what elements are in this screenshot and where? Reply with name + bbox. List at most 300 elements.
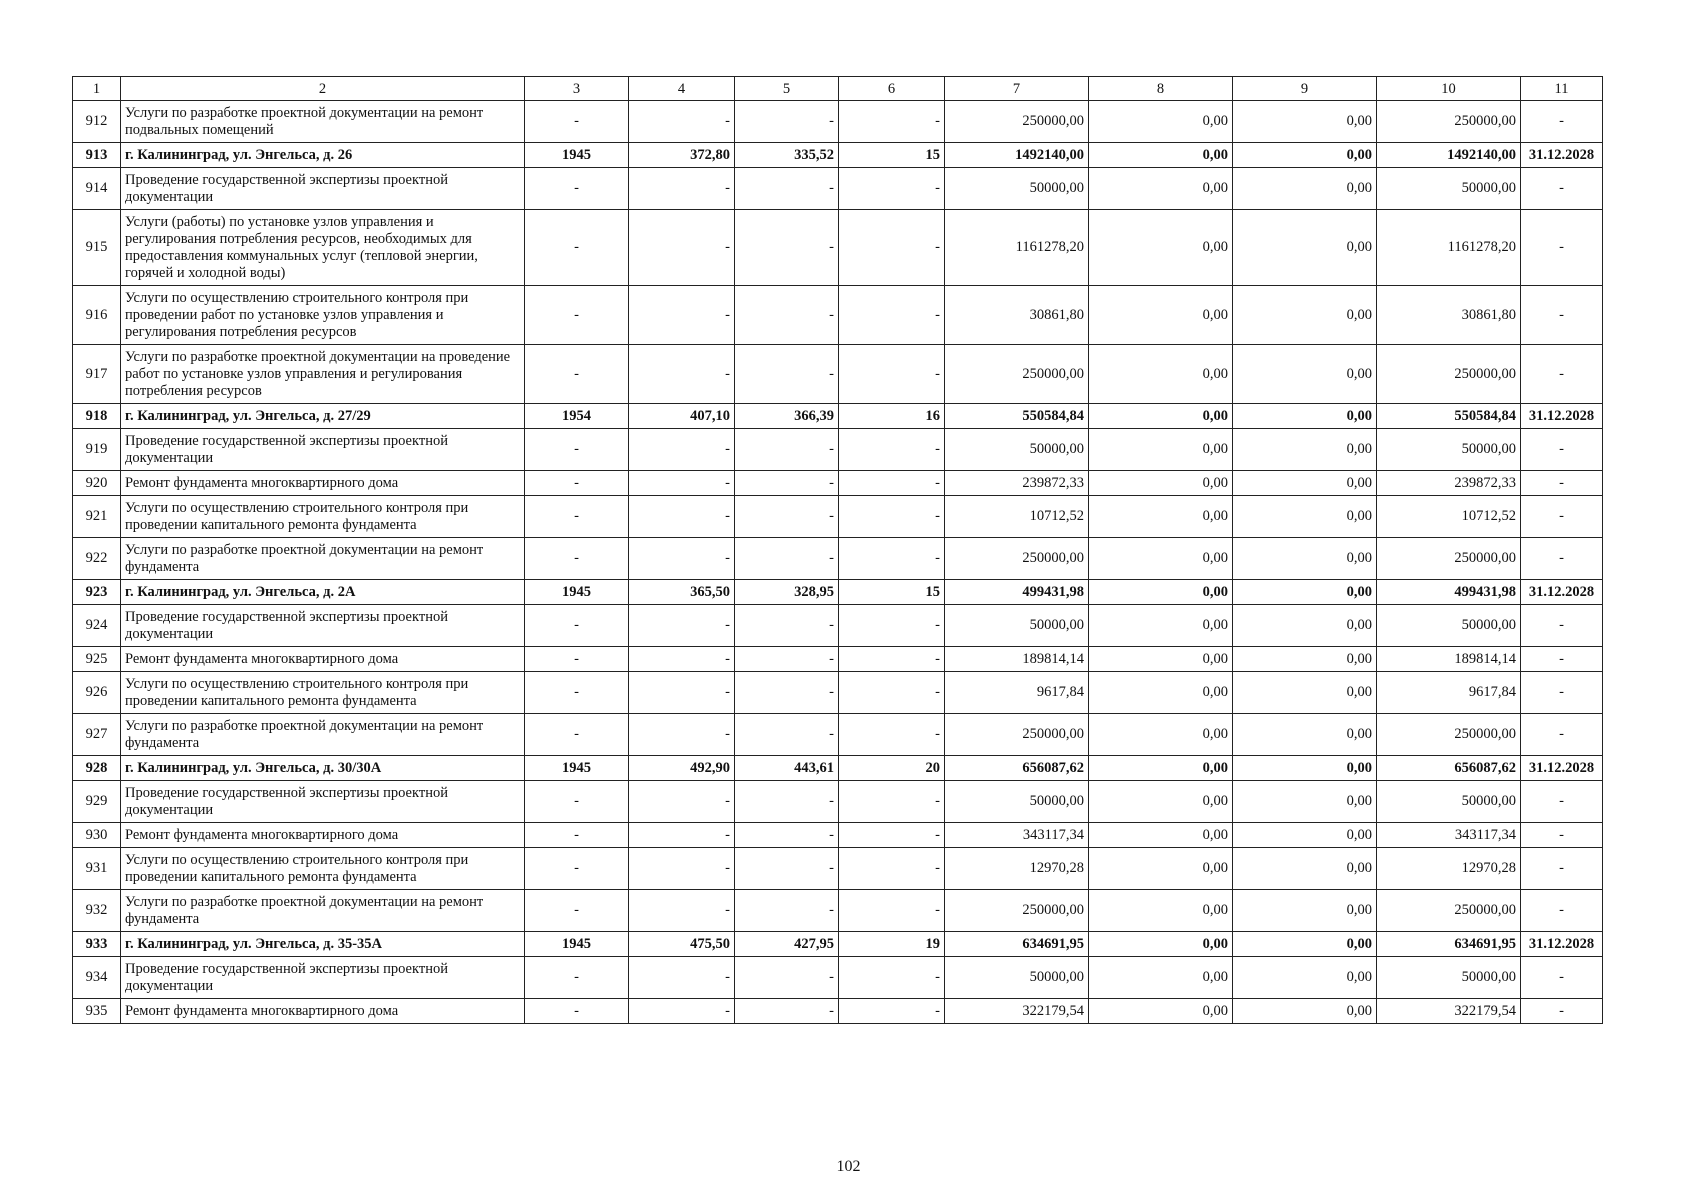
- year-cell: -: [525, 429, 629, 471]
- item-name-cell: г. Калининград, ул. Энгельса, д. 35-35А: [121, 932, 525, 957]
- item-name-cell: Ремонт фундамента многоквартирного дома: [121, 999, 525, 1024]
- total-cost-cell: 322179,54: [945, 999, 1089, 1024]
- owners-cost-cell: 50000,00: [1377, 957, 1521, 999]
- total-area-cell: 475,50: [629, 932, 735, 957]
- year-cell: -: [525, 345, 629, 404]
- item-name-cell: Услуги по осуществлению строительного контроля при проведении капитального ремонта фундамента: [121, 496, 525, 538]
- fund-cost-cell: 0,00: [1089, 890, 1233, 932]
- deadline-cell: -: [1521, 957, 1603, 999]
- total-area-cell: -: [629, 286, 735, 345]
- total-cost-cell: 189814,14: [945, 647, 1089, 672]
- fund-cost-cell: 0,00: [1089, 957, 1233, 999]
- deadline-cell: 31.12.2028: [1521, 932, 1603, 957]
- work-item-row: [73, 957, 1603, 999]
- year-cell: 1945: [525, 756, 629, 781]
- living-area-cell: -: [735, 848, 839, 890]
- owners-cost-cell: 250000,00: [1377, 890, 1521, 932]
- deadline-cell: -: [1521, 605, 1603, 647]
- total-area-cell: -: [629, 471, 735, 496]
- total-area-cell: -: [629, 647, 735, 672]
- year-cell: -: [525, 890, 629, 932]
- budget-cost-cell: 0,00: [1233, 210, 1377, 286]
- column-number-cell: 2: [121, 77, 525, 101]
- item-name-cell: Услуги (работы) по установке узлов управления и регулирования потребления ресурсов, необходимых для предоставления коммунальных услуг (тепловой энергии, горячей и холодной воды): [121, 210, 525, 286]
- total-area-cell: -: [629, 848, 735, 890]
- total-area-cell: -: [629, 957, 735, 999]
- row-number-cell: 929: [73, 781, 121, 823]
- item-name-cell: Услуги по осуществлению строительного контроля при проведении капитального ремонта фундамента: [121, 848, 525, 890]
- column-number-cell: 10: [1377, 77, 1521, 101]
- deadline-cell: -: [1521, 471, 1603, 496]
- row-number-cell: 924: [73, 605, 121, 647]
- residents-cell: -: [839, 210, 945, 286]
- fund-cost-cell: 0,00: [1089, 286, 1233, 345]
- residents-cell: -: [839, 286, 945, 345]
- year-cell: -: [525, 538, 629, 580]
- owners-cost-cell: 343117,34: [1377, 823, 1521, 848]
- residents-cell: -: [839, 957, 945, 999]
- residents-cell: 16: [839, 404, 945, 429]
- year-cell: 1945: [525, 143, 629, 168]
- living-area-cell: -: [735, 672, 839, 714]
- column-number-cell: 7: [945, 77, 1089, 101]
- total-cost-cell: 239872,33: [945, 471, 1089, 496]
- row-number-cell: 921: [73, 496, 121, 538]
- fund-cost-cell: 0,00: [1089, 932, 1233, 957]
- living-area-cell: -: [735, 647, 839, 672]
- living-area-cell: -: [735, 781, 839, 823]
- total-cost-cell: 250000,00: [945, 538, 1089, 580]
- owners-cost-cell: 656087,62: [1377, 756, 1521, 781]
- total-cost-cell: 1492140,00: [945, 143, 1089, 168]
- year-cell: -: [525, 823, 629, 848]
- work-item-row: [73, 101, 1603, 143]
- year-cell: -: [525, 781, 629, 823]
- owners-cost-cell: 50000,00: [1377, 781, 1521, 823]
- deadline-cell: -: [1521, 538, 1603, 580]
- deadline-cell: -: [1521, 168, 1603, 210]
- owners-cost-cell: 9617,84: [1377, 672, 1521, 714]
- item-name-cell: Услуги по осуществлению строительного контроля при проведении капитального ремонта фундамента: [121, 672, 525, 714]
- budget-cost-cell: 0,00: [1233, 672, 1377, 714]
- deadline-cell: -: [1521, 286, 1603, 345]
- fund-cost-cell: 0,00: [1089, 672, 1233, 714]
- residents-cell: 15: [839, 143, 945, 168]
- row-number-cell: 917: [73, 345, 121, 404]
- deadline-cell: -: [1521, 781, 1603, 823]
- owners-cost-cell: 239872,33: [1377, 471, 1521, 496]
- total-cost-cell: 250000,00: [945, 345, 1089, 404]
- item-name-cell: Услуги по разработке проектной документации на проведение работ по установке узлов управления и регулирования потребления ресурсов: [121, 345, 525, 404]
- residents-cell: 20: [839, 756, 945, 781]
- budget-cost-cell: 0,00: [1233, 848, 1377, 890]
- deadline-cell: -: [1521, 999, 1603, 1024]
- item-name-cell: Услуги по разработке проектной документации на ремонт фундамента: [121, 890, 525, 932]
- year-cell: -: [525, 999, 629, 1024]
- budget-cost-cell: 0,00: [1233, 932, 1377, 957]
- item-name-cell: Услуги по разработке проектной документации на ремонт фундамента: [121, 714, 525, 756]
- fund-cost-cell: 0,00: [1089, 101, 1233, 143]
- residents-cell: -: [839, 471, 945, 496]
- fund-cost-cell: 0,00: [1089, 471, 1233, 496]
- year-cell: 1945: [525, 932, 629, 957]
- residents-cell: -: [839, 823, 945, 848]
- total-area-cell: -: [629, 605, 735, 647]
- row-number-cell: 925: [73, 647, 121, 672]
- total-area-cell: 372,80: [629, 143, 735, 168]
- work-item-row: [73, 286, 1603, 345]
- living-area-cell: 427,95: [735, 932, 839, 957]
- total-area-cell: -: [629, 345, 735, 404]
- total-cost-cell: 50000,00: [945, 605, 1089, 647]
- year-cell: -: [525, 714, 629, 756]
- total-area-cell: -: [629, 210, 735, 286]
- living-area-cell: 328,95: [735, 580, 839, 605]
- total-cost-cell: 30861,80: [945, 286, 1089, 345]
- column-number-cell: 6: [839, 77, 945, 101]
- column-number-cell: 11: [1521, 77, 1603, 101]
- living-area-cell: -: [735, 999, 839, 1024]
- house-address-row: [73, 404, 1603, 429]
- row-number-cell: 916: [73, 286, 121, 345]
- column-number-cell: 1: [73, 77, 121, 101]
- page-number: 102: [836, 1158, 861, 1175]
- owners-cost-cell: 499431,98: [1377, 580, 1521, 605]
- fund-cost-cell: 0,00: [1089, 404, 1233, 429]
- item-name-cell: Услуги по разработке проектной документации на ремонт подвальных помещений: [121, 101, 525, 143]
- year-cell: -: [525, 101, 629, 143]
- budget-cost-cell: 0,00: [1233, 781, 1377, 823]
- year-cell: -: [525, 286, 629, 345]
- house-address-row: [73, 932, 1603, 957]
- total-area-cell: -: [629, 890, 735, 932]
- budget-cost-cell: 0,00: [1233, 143, 1377, 168]
- item-name-cell: Услуги по осуществлению строительного контроля при проведении работ по установке узлов управления и регулирования потребления ресурсов: [121, 286, 525, 345]
- fund-cost-cell: 0,00: [1089, 714, 1233, 756]
- owners-cost-cell: 250000,00: [1377, 538, 1521, 580]
- total-cost-cell: 12970,28: [945, 848, 1089, 890]
- work-item-row: [73, 714, 1603, 756]
- owners-cost-cell: 50000,00: [1377, 168, 1521, 210]
- owners-cost-cell: 1492140,00: [1377, 143, 1521, 168]
- fund-cost-cell: 0,00: [1089, 781, 1233, 823]
- row-number-cell: 935: [73, 999, 121, 1024]
- residents-cell: -: [839, 890, 945, 932]
- residents-cell: -: [839, 429, 945, 471]
- total-cost-cell: 50000,00: [945, 957, 1089, 999]
- year-cell: -: [525, 210, 629, 286]
- item-name-cell: Проведение государственной экспертизы проектной документации: [121, 429, 525, 471]
- work-item-row: [73, 999, 1603, 1024]
- column-number-row: [73, 77, 1603, 101]
- living-area-cell: -: [735, 957, 839, 999]
- budget-cost-cell: 0,00: [1233, 605, 1377, 647]
- column-number-cell: 9: [1233, 77, 1377, 101]
- work-item-row: [73, 781, 1603, 823]
- year-cell: -: [525, 672, 629, 714]
- row-number-cell: 913: [73, 143, 121, 168]
- year-cell: 1945: [525, 580, 629, 605]
- row-number-cell: 934: [73, 957, 121, 999]
- deadline-cell: -: [1521, 848, 1603, 890]
- column-number-cell: 3: [525, 77, 629, 101]
- total-cost-cell: 10712,52: [945, 496, 1089, 538]
- item-name-cell: Услуги по разработке проектной документации на ремонт фундамента: [121, 538, 525, 580]
- year-cell: -: [525, 848, 629, 890]
- item-name-cell: г. Калининград, ул. Энгельса, д. 27/29: [121, 404, 525, 429]
- living-area-cell: -: [735, 714, 839, 756]
- total-cost-cell: 50000,00: [945, 429, 1089, 471]
- living-area-cell: -: [735, 286, 839, 345]
- residents-cell: -: [839, 538, 945, 580]
- total-cost-cell: 634691,95: [945, 932, 1089, 957]
- budget-cost-cell: 0,00: [1233, 999, 1377, 1024]
- deadline-cell: -: [1521, 101, 1603, 143]
- deadline-cell: -: [1521, 890, 1603, 932]
- row-number-cell: 933: [73, 932, 121, 957]
- work-item-row: [73, 848, 1603, 890]
- total-cost-cell: 1161278,20: [945, 210, 1089, 286]
- living-area-cell: 335,52: [735, 143, 839, 168]
- total-cost-cell: 343117,34: [945, 823, 1089, 848]
- work-item-row: [73, 823, 1603, 848]
- year-cell: 1954: [525, 404, 629, 429]
- item-name-cell: Проведение государственной экспертизы проектной документации: [121, 781, 525, 823]
- house-address-row: [73, 143, 1603, 168]
- deadline-cell: -: [1521, 714, 1603, 756]
- fund-cost-cell: 0,00: [1089, 538, 1233, 580]
- living-area-cell: -: [735, 823, 839, 848]
- row-number-cell: 926: [73, 672, 121, 714]
- year-cell: -: [525, 957, 629, 999]
- residents-cell: -: [839, 605, 945, 647]
- budget-cost-cell: 0,00: [1233, 957, 1377, 999]
- fund-cost-cell: 0,00: [1089, 210, 1233, 286]
- deadline-cell: -: [1521, 647, 1603, 672]
- column-number-cell: 4: [629, 77, 735, 101]
- residents-cell: -: [839, 714, 945, 756]
- row-number-cell: 930: [73, 823, 121, 848]
- budget-cost-cell: 0,00: [1233, 471, 1377, 496]
- work-item-row: [73, 210, 1603, 286]
- fund-cost-cell: 0,00: [1089, 345, 1233, 404]
- owners-cost-cell: 250000,00: [1377, 101, 1521, 143]
- year-cell: -: [525, 471, 629, 496]
- total-area-cell: -: [629, 672, 735, 714]
- year-cell: -: [525, 647, 629, 672]
- budget-cost-cell: 0,00: [1233, 538, 1377, 580]
- fund-cost-cell: 0,00: [1089, 848, 1233, 890]
- budget-cost-cell: 0,00: [1233, 756, 1377, 781]
- total-area-cell: -: [629, 999, 735, 1024]
- total-area-cell: -: [629, 496, 735, 538]
- owners-cost-cell: 550584,84: [1377, 404, 1521, 429]
- living-area-cell: -: [735, 471, 839, 496]
- budget-cost-cell: 0,00: [1233, 168, 1377, 210]
- program-table-sheet: [72, 76, 1602, 1024]
- column-number-cell: 5: [735, 77, 839, 101]
- owners-cost-cell: 12970,28: [1377, 848, 1521, 890]
- deadline-cell: -: [1521, 429, 1603, 471]
- owners-cost-cell: 50000,00: [1377, 605, 1521, 647]
- residents-cell: 19: [839, 932, 945, 957]
- residents-cell: 15: [839, 580, 945, 605]
- row-number-cell: 922: [73, 538, 121, 580]
- budget-cost-cell: 0,00: [1233, 647, 1377, 672]
- fund-cost-cell: 0,00: [1089, 168, 1233, 210]
- owners-cost-cell: 1161278,20: [1377, 210, 1521, 286]
- total-cost-cell: 50000,00: [945, 781, 1089, 823]
- total-cost-cell: 499431,98: [945, 580, 1089, 605]
- living-area-cell: -: [735, 605, 839, 647]
- living-area-cell: 443,61: [735, 756, 839, 781]
- owners-cost-cell: 10712,52: [1377, 496, 1521, 538]
- budget-cost-cell: 0,00: [1233, 823, 1377, 848]
- deadline-cell: -: [1521, 672, 1603, 714]
- deadline-cell: -: [1521, 345, 1603, 404]
- item-name-cell: Ремонт фундамента многоквартирного дома: [121, 823, 525, 848]
- owners-cost-cell: 30861,80: [1377, 286, 1521, 345]
- budget-cost-cell: 0,00: [1233, 580, 1377, 605]
- deadline-cell: 31.12.2028: [1521, 756, 1603, 781]
- row-number-cell: 914: [73, 168, 121, 210]
- row-number-cell: 932: [73, 890, 121, 932]
- total-area-cell: -: [629, 781, 735, 823]
- budget-cost-cell: 0,00: [1233, 714, 1377, 756]
- budget-cost-cell: 0,00: [1233, 345, 1377, 404]
- total-area-cell: -: [629, 168, 735, 210]
- budget-cost-cell: 0,00: [1233, 429, 1377, 471]
- item-name-cell: Ремонт фундамента многоквартирного дома: [121, 471, 525, 496]
- living-area-cell: -: [735, 168, 839, 210]
- deadline-cell: -: [1521, 496, 1603, 538]
- residents-cell: -: [839, 496, 945, 538]
- total-area-cell: -: [629, 714, 735, 756]
- total-cost-cell: 250000,00: [945, 890, 1089, 932]
- budget-cost-cell: 0,00: [1233, 286, 1377, 345]
- residents-cell: -: [839, 101, 945, 143]
- total-area-cell: 492,90: [629, 756, 735, 781]
- row-number-cell: 912: [73, 101, 121, 143]
- budget-cost-cell: 0,00: [1233, 890, 1377, 932]
- year-cell: -: [525, 605, 629, 647]
- item-name-cell: Проведение государственной экспертизы проектной документации: [121, 957, 525, 999]
- fund-cost-cell: 0,00: [1089, 999, 1233, 1024]
- living-area-cell: -: [735, 890, 839, 932]
- residents-cell: -: [839, 999, 945, 1024]
- total-area-cell: 365,50: [629, 580, 735, 605]
- living-area-cell: -: [735, 101, 839, 143]
- owners-cost-cell: 322179,54: [1377, 999, 1521, 1024]
- fund-cost-cell: 0,00: [1089, 143, 1233, 168]
- owners-cost-cell: 250000,00: [1377, 714, 1521, 756]
- house-address-row: [73, 580, 1603, 605]
- row-number-cell: 927: [73, 714, 121, 756]
- work-item-row: [73, 345, 1603, 404]
- year-cell: -: [525, 168, 629, 210]
- table-body: [73, 77, 1603, 1024]
- deadline-cell: -: [1521, 210, 1603, 286]
- living-area-cell: -: [735, 496, 839, 538]
- total-cost-cell: 250000,00: [945, 714, 1089, 756]
- fund-cost-cell: 0,00: [1089, 823, 1233, 848]
- work-item-row: [73, 538, 1603, 580]
- owners-cost-cell: 50000,00: [1377, 429, 1521, 471]
- item-name-cell: г. Калининград, ул. Энгельса, д. 26: [121, 143, 525, 168]
- row-number-cell: 931: [73, 848, 121, 890]
- residents-cell: -: [839, 848, 945, 890]
- deadline-cell: 31.12.2028: [1521, 580, 1603, 605]
- item-name-cell: Проведение государственной экспертизы проектной документации: [121, 605, 525, 647]
- total-cost-cell: 656087,62: [945, 756, 1089, 781]
- row-number-cell: 915: [73, 210, 121, 286]
- residents-cell: -: [839, 672, 945, 714]
- living-area-cell: -: [735, 345, 839, 404]
- house-address-row: [73, 756, 1603, 781]
- residents-cell: -: [839, 345, 945, 404]
- budget-cost-cell: 0,00: [1233, 101, 1377, 143]
- row-number-cell: 923: [73, 580, 121, 605]
- residents-cell: -: [839, 647, 945, 672]
- row-number-cell: 919: [73, 429, 121, 471]
- living-area-cell: -: [735, 429, 839, 471]
- work-item-row: [73, 496, 1603, 538]
- work-item-row: [73, 890, 1603, 932]
- work-item-row: [73, 471, 1603, 496]
- column-number-cell: 8: [1089, 77, 1233, 101]
- program-table: [72, 76, 1603, 1024]
- budget-cost-cell: 0,00: [1233, 404, 1377, 429]
- residents-cell: -: [839, 781, 945, 823]
- total-cost-cell: 250000,00: [945, 101, 1089, 143]
- deadline-cell: 31.12.2028: [1521, 143, 1603, 168]
- work-item-row: [73, 672, 1603, 714]
- item-name-cell: г. Калининград, ул. Энгельса, д. 2А: [121, 580, 525, 605]
- work-item-row: [73, 168, 1603, 210]
- deadline-cell: 31.12.2028: [1521, 404, 1603, 429]
- living-area-cell: 366,39: [735, 404, 839, 429]
- row-number-cell: 928: [73, 756, 121, 781]
- total-cost-cell: 550584,84: [945, 404, 1089, 429]
- total-area-cell: -: [629, 429, 735, 471]
- living-area-cell: -: [735, 210, 839, 286]
- total-area-cell: -: [629, 101, 735, 143]
- fund-cost-cell: 0,00: [1089, 756, 1233, 781]
- living-area-cell: -: [735, 538, 839, 580]
- fund-cost-cell: 0,00: [1089, 605, 1233, 647]
- work-item-row: [73, 429, 1603, 471]
- work-item-row: [73, 605, 1603, 647]
- residents-cell: -: [839, 168, 945, 210]
- owners-cost-cell: 189814,14: [1377, 647, 1521, 672]
- item-name-cell: г. Калининград, ул. Энгельса, д. 30/30А: [121, 756, 525, 781]
- budget-cost-cell: 0,00: [1233, 496, 1377, 538]
- row-number-cell: 918: [73, 404, 121, 429]
- deadline-cell: -: [1521, 823, 1603, 848]
- fund-cost-cell: 0,00: [1089, 496, 1233, 538]
- fund-cost-cell: 0,00: [1089, 580, 1233, 605]
- item-name-cell: Проведение государственной экспертизы проектной документации: [121, 168, 525, 210]
- owners-cost-cell: 634691,95: [1377, 932, 1521, 957]
- total-area-cell: 407,10: [629, 404, 735, 429]
- year-cell: -: [525, 496, 629, 538]
- total-cost-cell: 9617,84: [945, 672, 1089, 714]
- row-number-cell: 920: [73, 471, 121, 496]
- fund-cost-cell: 0,00: [1089, 429, 1233, 471]
- fund-cost-cell: 0,00: [1089, 647, 1233, 672]
- item-name-cell: Ремонт фундамента многоквартирного дома: [121, 647, 525, 672]
- owners-cost-cell: 250000,00: [1377, 345, 1521, 404]
